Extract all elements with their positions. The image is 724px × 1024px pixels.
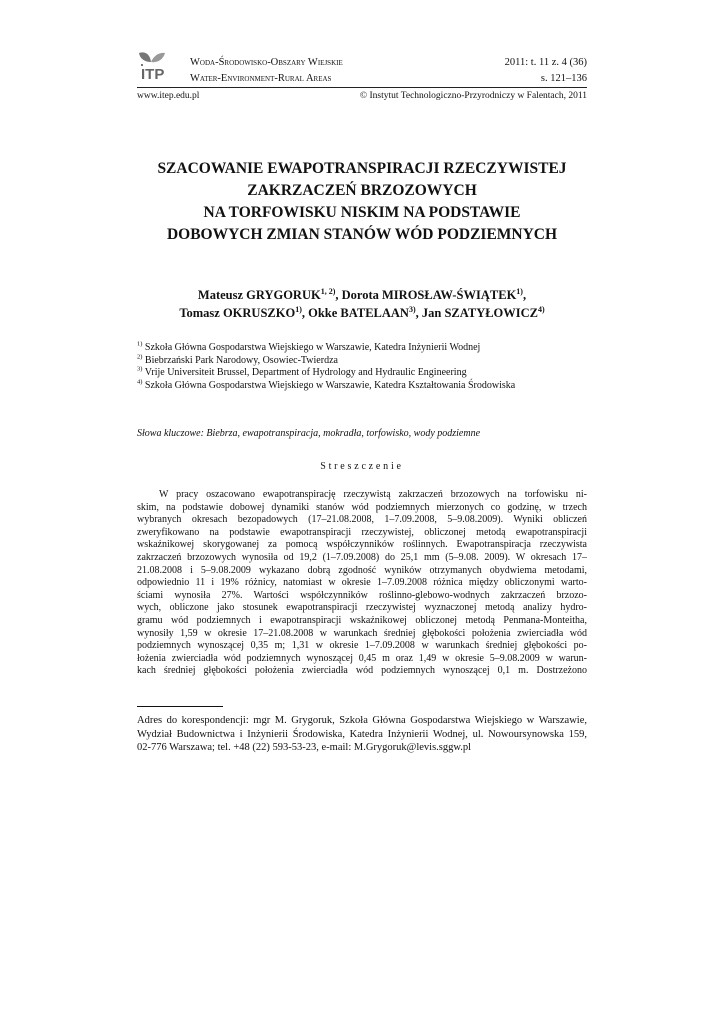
author-name: Mateusz GRYGORUK xyxy=(197,288,321,302)
journal-volume: 2011: t. 11 z. 4 (36) xyxy=(504,57,587,68)
author-name: Tomasz OKRUSZKO xyxy=(179,306,296,320)
abstract-line: zweryfikowano na podstawie ewapotranspiracji rzeczywistej, obliczonej metodą ewapotranspiracji xyxy=(137,526,587,538)
affiliation-list xyxy=(137,342,515,392)
author-separator: , xyxy=(335,288,342,302)
author-line-2 xyxy=(137,304,587,322)
abstract-line: wynosiły 1,59 w okresie 17–21.08.2008 w warunkach średniej głębokości położenia zwierciadła wód xyxy=(137,627,587,639)
abstract-heading: Streszczenie xyxy=(320,461,404,472)
abstract-line: łożenia zwierciadła wód podziemnych wynoszącej 0,45 m oraz 1,49 w okresie 5–9.08.2009 w warun- xyxy=(137,652,587,664)
author-affil-ref: 1) xyxy=(295,304,302,314)
correspondence-line: 02-776 Warszawa; tel. +48 (22) 593-53-23, e-mail: M.Grygoruk@levis.sggw.pl xyxy=(137,742,472,753)
correspondence-line: Wydział Budownictwa i Inżynierii Środowiska, Katedra Inżynierii Wodnej, ul. Nowoursynowska 159, xyxy=(137,728,587,740)
abstract-body xyxy=(137,489,587,678)
affiliation-text: Szkoła Główna Gospodarstwa Wiejskiego w Warszawie, Katedra Kształtowania Środowiska xyxy=(144,379,516,391)
correspondence-address xyxy=(137,714,587,755)
publisher-url[interactable]: www.itep.edu.pl xyxy=(137,91,200,101)
affiliation-text: Szkoła Główna Gospodarstwa Wiejskiego w Warszawie, Katedra Inżynierii Wodnej xyxy=(144,342,481,353)
abstract-line: zakrzaczeń brzozowych wynosiła od 19,2 (1–7.09.2008) do 25,1 mm (5–9.08. 2009). W okresach 17– xyxy=(137,551,587,563)
paper-title xyxy=(137,158,587,246)
affiliation-number: 1) xyxy=(137,340,143,348)
affiliation-text: Biebrzański Park Narodowy, Osowiec-Twierdza xyxy=(144,354,338,366)
journal-title-en: Water-Environment-Rural Areas xyxy=(190,73,332,84)
abstract-line: podziemnych wynoszącej 0,35 m; 1,31 w okresie 1–7.09.2008 w warunkach średniej głębokości po- xyxy=(137,640,587,652)
affiliation-text: Vrije Universiteit Brussel, Department of Hydrology and Hydraulic Engineering xyxy=(144,367,467,378)
journal-issue xyxy=(505,55,587,87)
abstract-line: wskaźnikowej skorygowanej za pomocą współczynników roślinnych. Ewapotranspiracja rzeczywista xyxy=(137,539,587,551)
title-line: SZACOWANIE EWAPOTRANSPIRACJI RZECZYWISTEJ xyxy=(157,160,567,177)
affiliation-item xyxy=(137,380,515,393)
abstract-line: ściami wynosiła 27%. Wartości współczynników roślinno-glebowo-wodnych zakrzaczeń brzozo- xyxy=(137,589,587,601)
affiliation-number: 4) xyxy=(137,378,143,386)
title-line: DOBOWYCH ZMIAN STANÓW WÓD PODZIEMNYCH xyxy=(166,226,558,243)
footnote-rule xyxy=(137,706,223,707)
abstract-line: gramu wód podziemnych i ewapotranspiracji wskaźnikowej obliczonej metodą Penmana-Monteitha, xyxy=(137,614,587,626)
journal-pages: s. 121–136 xyxy=(540,73,587,84)
author-affil-ref: 3) xyxy=(408,304,416,314)
affiliation-number: 2) xyxy=(137,353,143,361)
abstract-line: kach średniej głębokości położenia zwierciadła wód podziemnych wynoszącej 0,1 m. Dostrzeżono xyxy=(137,665,587,677)
itp-logo xyxy=(137,50,177,82)
abstract-line: skim, na podstawie dobowej dynamiki stanów wód podziemnych mierzonych co godzinę, w trzech xyxy=(137,501,587,513)
author-name: Dorota MIROSŁAW-ŚWIĄTEK xyxy=(341,288,517,302)
copyright-notice: © Instytut Technologiczno-Przyrodniczy w Falentach, 2011 xyxy=(359,91,587,101)
abstract-line: wybranych okresach bezopadowych (17–21.08.2008, 1–7.09.2008, 5–9.08.2009). Wyniki obliczeń xyxy=(137,514,587,526)
svg-text:ITP: ITP xyxy=(141,66,165,82)
keywords: Słowa kluczowe: Biebrza, ewapotranspiracja, mokradła, torfowisko, wody podziemne xyxy=(137,428,481,439)
author-separator: , xyxy=(301,306,309,320)
abstract-line: W pracy oszacowano ewapotranspirację rzeczywistą zakrzaczeń brzozowych na torfowisku ni- xyxy=(159,489,587,500)
author-line-1 xyxy=(137,286,587,304)
journal-title xyxy=(190,55,343,87)
author-affil-ref: 1) xyxy=(516,286,523,296)
author-name: Okke BATELAAN xyxy=(308,306,409,320)
title-line: ZAKRZACZEŃ BRZOZOWYCH xyxy=(247,182,477,199)
affiliation-item xyxy=(137,367,515,380)
header-rule xyxy=(137,87,587,88)
journal-title-pl: Woda-Środowisko-Obszary Wiejskie xyxy=(190,57,343,68)
abstract-line: 21.08.2008 i 5–9.08.2009 wykazano dobrą zgodność wyników otrzymanych obydwiema metodami, xyxy=(137,564,587,576)
author-affil-ref: 1, 2) xyxy=(320,286,336,296)
abstract-line: wych, obliczone jako stosunek ewapotranspiracji rzeczywistej wyznaczonej metodą analizy hydro- xyxy=(137,602,587,614)
author-affil-ref: 4) xyxy=(538,304,545,314)
author-name: Jan SZATYŁOWICZ xyxy=(421,306,539,320)
author-list xyxy=(137,286,587,322)
abstract-line: odpowiednio 11 i 19% różnicy, natomiast w okresie 1–7.09.2008 różnica między obliczonymi warto- xyxy=(137,577,587,589)
correspondence-line: Adres do korespondencji: mgr M. Grygoruk, Szkoła Główna Gospodarstwa Wiejskiego w Warszawie, xyxy=(137,715,587,726)
affiliation-item xyxy=(137,355,515,368)
title-line: NA TORFOWISKU NISKIM NA PODSTAWIE xyxy=(203,204,521,221)
affiliation-item xyxy=(137,342,515,355)
affiliation-number: 3) xyxy=(137,365,143,373)
author-separator: , xyxy=(522,288,527,302)
author-separator: , xyxy=(415,306,422,320)
